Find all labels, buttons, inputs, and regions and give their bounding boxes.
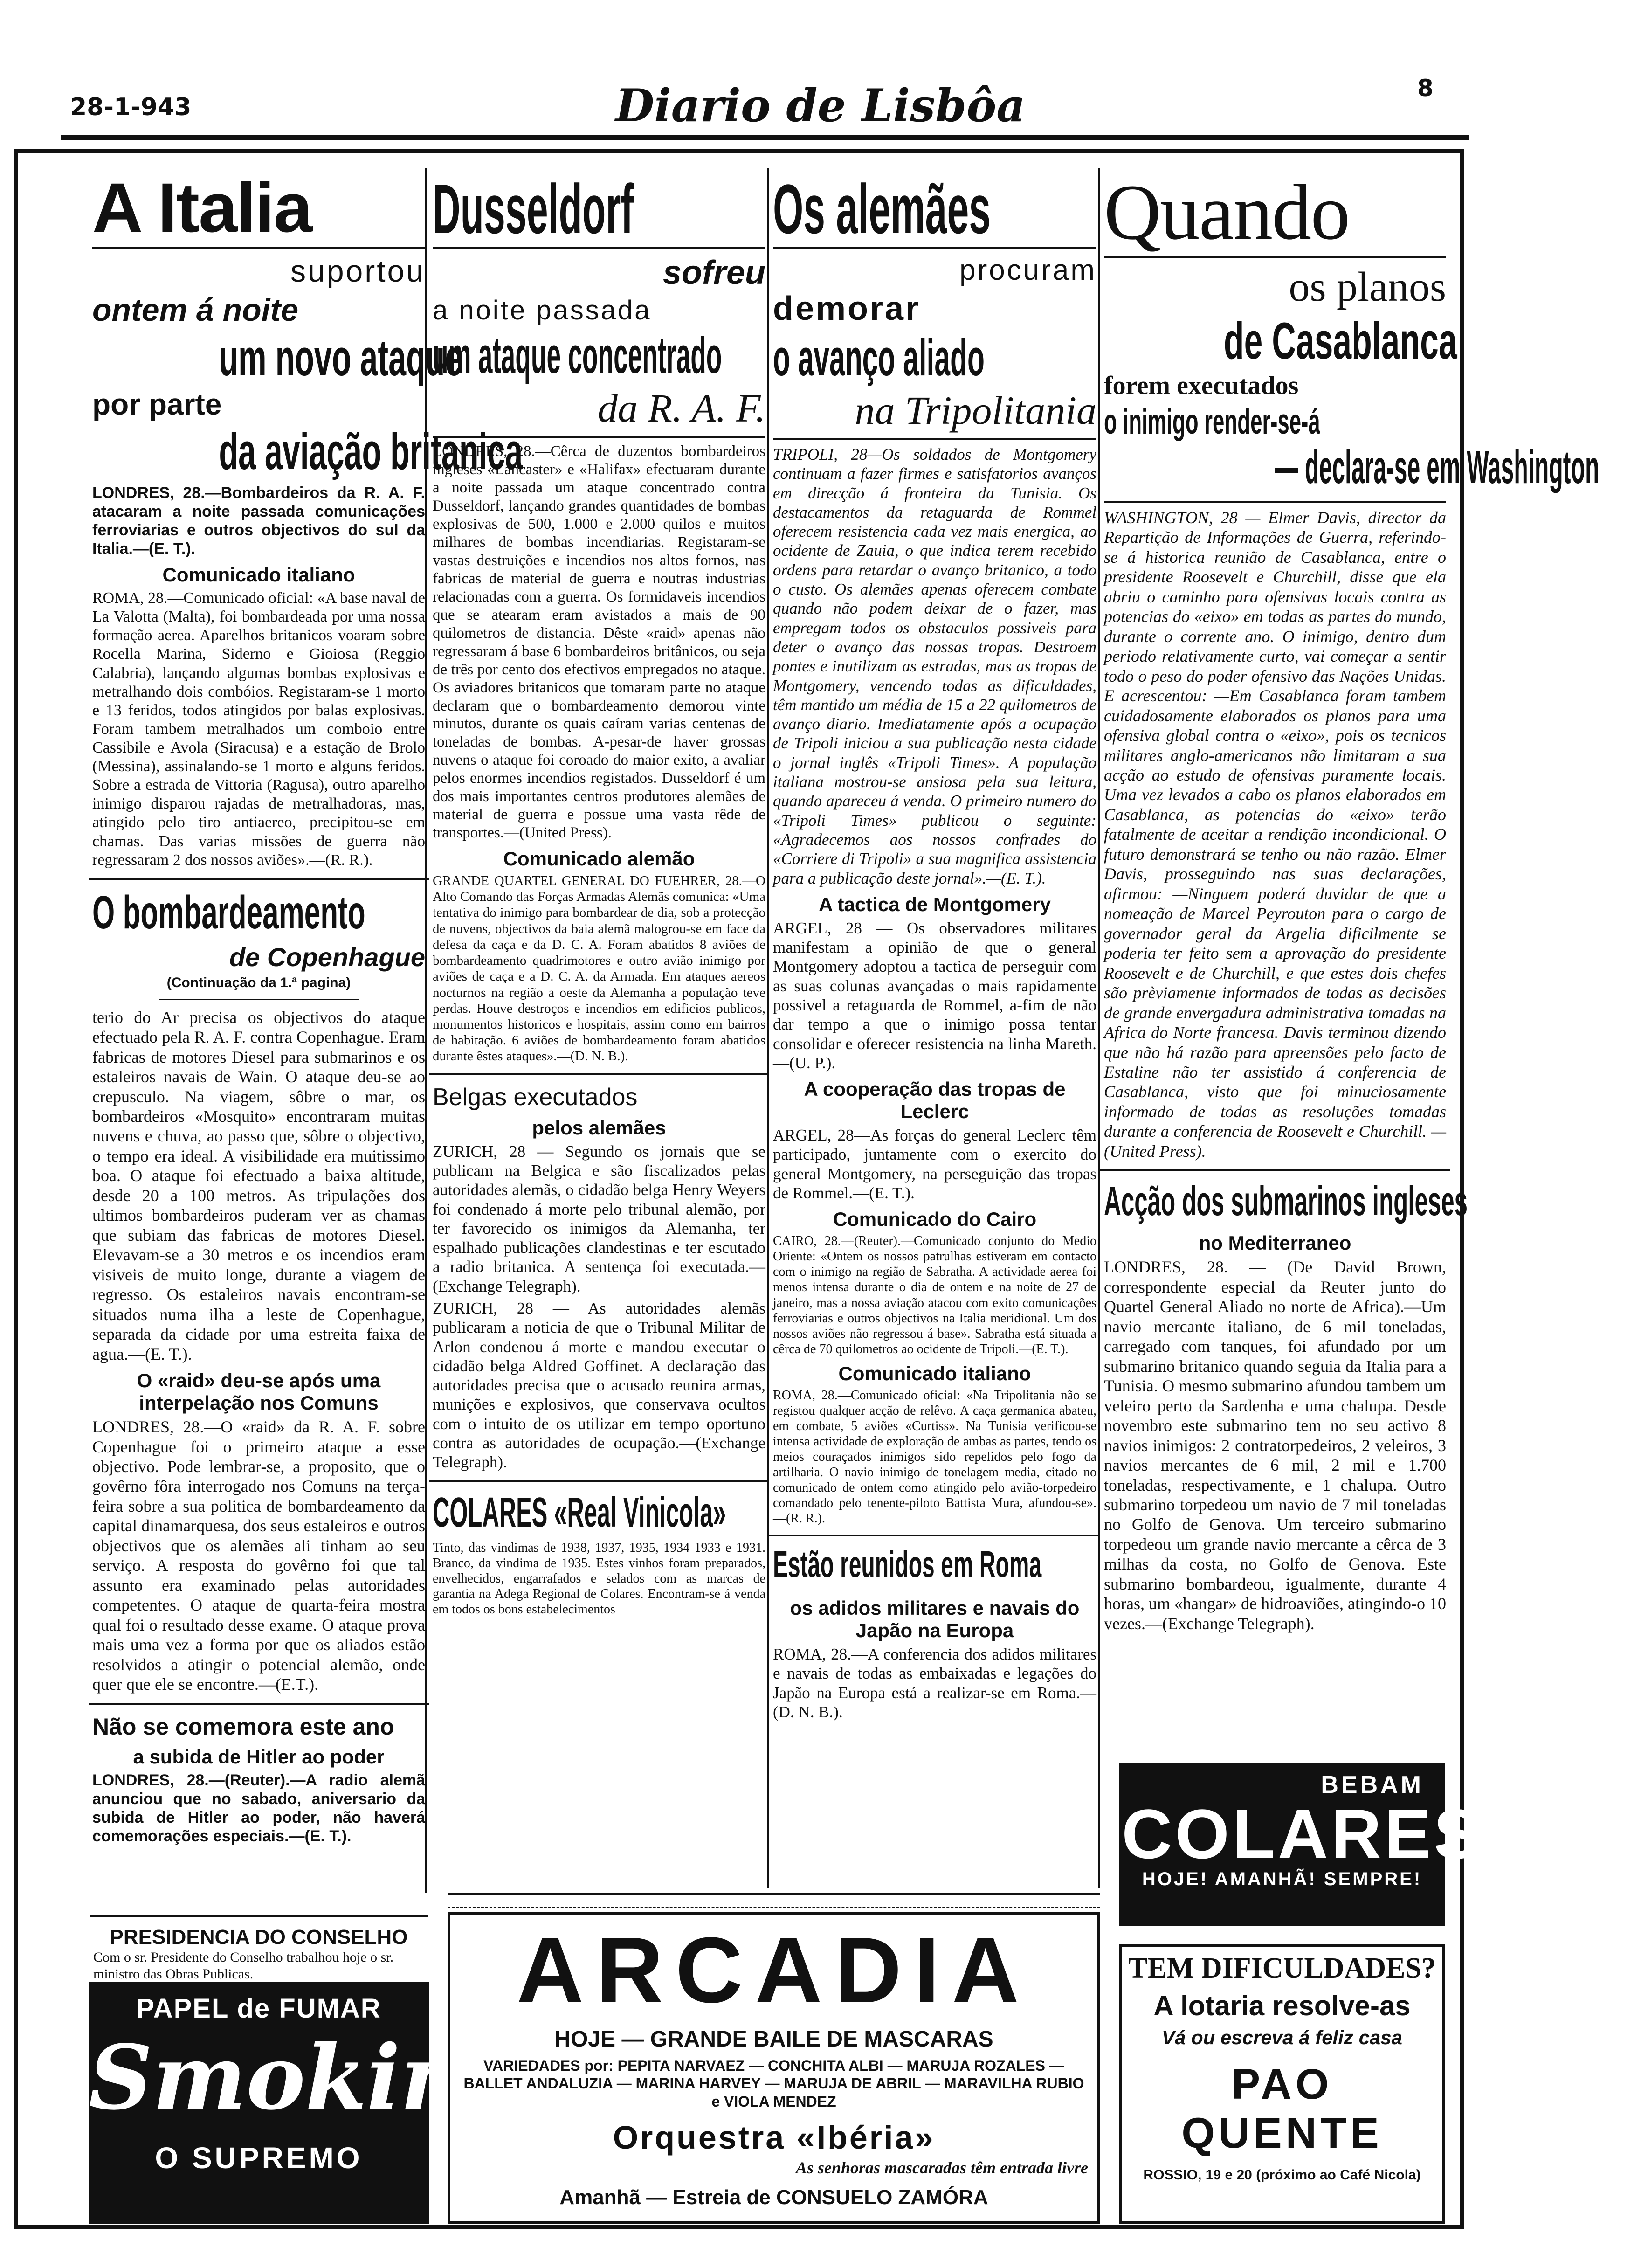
subhead-wrap bbox=[92, 888, 425, 940]
subhead: forem executados bbox=[1104, 371, 1299, 400]
subhead: sofreu bbox=[662, 254, 765, 291]
paragraph: ARGEL, 28 — Os observadores militares manifestam a opinião de que o general Montgomery adoptou a tactica de perseguir com as suas colunas avançadas o mais rapidamente possivel a retaguarda de Rommel, a-fim de não dar tempo a que o inimigo possa tentar consolidar e oferecer resistencia na linha Mareth.—(U. P.). bbox=[773, 919, 1096, 1072]
paragraph: LONDRES, 28.—O «raid» da R. A. F. sobre Copenhague foi o primeiro ataque a esse objectivo. Pode lembrar-se, a proposito, que o govêrno fôra interrogado nos Comuns na terça-feira sobre a sua politica de bombardeamento da capital dinamarquesa, dos seus estaleiros e outros objectivos que os alemães ali tinham ao seu serviço. A resposta do govêrno foi que tal assunto era examinado pelas autoridades competentes. O ataque de quarta-feira mostra qual foi o resultado desse exame. O ataque prova mais uma vez a forma por que os aliados estão resolvidos a atingir o potencial alemão, onde quer que ele se encontre.—(E.T.). bbox=[92, 1418, 425, 1694]
paragraph: ARGEL, 28—As forças do general Leclerc têm participado, juntamente com o exercito do general Montgomery, na perseguição das tropas de Rommel.—(E. T.). bbox=[773, 1126, 1096, 1203]
section-subhead: A tactica de Montgomery bbox=[819, 893, 1051, 915]
subhead: da R. A. F. bbox=[598, 386, 765, 431]
divider bbox=[159, 999, 359, 1000]
headline: Quando bbox=[1104, 168, 1350, 256]
subhead: procuram bbox=[959, 254, 1096, 286]
ad-headline: COLARES «Real Vinicola» bbox=[433, 1489, 726, 1536]
ad-line: HOJE — GRANDE BAILE DE MASCARAS bbox=[554, 2027, 993, 2052]
ad-line: As senhoras mascaradas têm entrada livre bbox=[795, 2158, 1088, 2178]
ad-line: PAPEL de FUMAR bbox=[136, 1993, 381, 2024]
ad-line: HOJE! AMANHÃ! SEMPRE! bbox=[1142, 1869, 1422, 1889]
subhead-wrap bbox=[773, 331, 1096, 385]
ad-line: ROSSIO, 19 e 20 (próximo ao Café Nicola) bbox=[1143, 2167, 1421, 2183]
section-subhead: O «raid» deu-se após uma interpelação nos Comuns bbox=[137, 1369, 381, 1414]
article-alemaes bbox=[769, 170, 1100, 1805]
ad-line: Amanhã — Estreia de CONSUELO ZAMÓRA bbox=[559, 2186, 988, 2209]
headline: Os alemães bbox=[773, 170, 991, 248]
paragraph: Tinto, das vindimas de 1938, 1937, 1935, 1934 1933 e 1931. Branco, da vindima de 1935. Estes vinhos foram preparados, envelhecidos, engarrafados e selados com as marcas de garantia na Adega Regional de Colares. Encontram-se á venda em todos os bons estabelecimentos bbox=[433, 1540, 765, 1617]
article-dusseldorf bbox=[429, 170, 769, 1805]
subhead-wrap bbox=[1104, 403, 1446, 443]
ad-line: VARIEDADES por: PEPITA NARVAEZ — CONCHITA ALBI — MARUJA ROZALES — BALLET ANDALUZIA — MARINA HARVEY — MARUJA DE ABRIL — MARAVILHA RUBIO e VIOLA MENDEZ bbox=[463, 2057, 1084, 2110]
article-headline: Não se comemora este ano bbox=[92, 1713, 394, 1740]
subhead: um novo ataque bbox=[219, 329, 463, 387]
ad-colares bbox=[1119, 1763, 1483, 1926]
subhead: o avanço aliado bbox=[773, 329, 985, 387]
headline-wrap bbox=[433, 1491, 765, 1537]
headline-wrap bbox=[1104, 1178, 1468, 1226]
subhead: a noite passada bbox=[433, 295, 652, 325]
divider bbox=[1104, 501, 1446, 503]
subhead: os planos bbox=[1289, 264, 1446, 310]
divider bbox=[429, 1480, 769, 1482]
section-subhead: Comunicado italiano bbox=[162, 564, 355, 586]
headline-wrap bbox=[433, 170, 765, 248]
masthead-title: Diario de Lisbôa bbox=[615, 79, 1026, 132]
article-headline: O bombardeamento bbox=[92, 886, 365, 939]
ad-line: O SUPREMO bbox=[155, 2141, 363, 2175]
paragraph: GRANDE QUARTEL GENERAL DO FUEHRER, 28.—O Alto Comando das Forças Armadas Alemãs comunica: «Uma tentativa do inimigo para bombardear de dia, sob a protecção de nuvens, objectivos da baia alemã malogrou-se em face da defesa da caça e da D. C. A. Foram abatidos 8 aviões de bombardeamento quadrimotores e outro avião inimigo por aviões de caça e a D. C. A. da Armada. Em ataques aereos nocturnos na região a oeste da Alemanha a população teve perdas. Houve destroços e incendios em edificios publicos, monumentos historicos e hospitais, assim como em bairros de habitação. 6 aviões de bombardeamento foram abatidos durante êstes ataques».—(D. N. B.). bbox=[433, 873, 765, 1064]
ad-brand: PAO QUENTE bbox=[1181, 2061, 1383, 2157]
section-subhead: pelos alemães bbox=[532, 1116, 666, 1139]
section-subhead: no Mediterraneo bbox=[1199, 1232, 1351, 1254]
paragraph: ROMA, 28.—Comunicado oficial: «Na Tripolitania não se registou qualquer acção de relêvo. A caça germanica abateu, em combate, 5 aviões «Curtiss». Na Tunisia verificou-se intensa actividade de exploração de ambas as partes, tendo os meios couraçados inimigos sido repelidos pelo fogo da artilharia. O navio inimigo de tonelagem media, citado no comunicado de ontem como atingido pelo avião-torpedeiro comandado pelo tenente-piloto Battista Mura, afundou-se».—(R. R.). bbox=[773, 1388, 1096, 1526]
subhead: na Tripolitania bbox=[855, 388, 1096, 433]
divider bbox=[773, 438, 1096, 440]
divider bbox=[433, 436, 765, 438]
article-casablanca bbox=[1100, 168, 1600, 1758]
section-subhead: Comunicado alemão bbox=[503, 848, 695, 870]
ad-arcadia bbox=[448, 1912, 1100, 2224]
divider bbox=[90, 1915, 428, 1917]
subhead: de Casablanca bbox=[1223, 312, 1457, 370]
ad-pao-quente bbox=[1119, 1944, 1445, 2224]
lead-paragraph: LONDRES, 28.—Bombardeiros da R. A. F. atacaram a noite passada comunicações ferroviarias e outros objectivos do sul da Italia.—(E. T.). bbox=[92, 484, 425, 558]
subhead: suportou bbox=[290, 254, 425, 288]
headline: A Italia bbox=[92, 168, 312, 247]
subhead-wrap bbox=[92, 422, 523, 481]
issue-date: 28-1-943 bbox=[70, 93, 192, 121]
subhead-wrap bbox=[433, 327, 765, 385]
ad-line: BEBAM bbox=[1321, 1771, 1424, 1798]
headline: Dusseldorf bbox=[433, 170, 634, 248]
section-subhead: Comunicado italiano bbox=[838, 1362, 1031, 1384]
divider bbox=[92, 247, 425, 249]
ad-line: Vá ou escreva á feliz casa bbox=[1162, 2026, 1402, 2048]
page-number: 8 bbox=[1417, 75, 1434, 102]
lead-paragraph: WASHINGTON, 28 — Elmer Davis, director da Repartição de Informações de Guerra, referindo-se á historica reunião de Casablanca, entre o presidente Roosevelt e Churchill, disse que ela abriu o caminho para ofensivas locais contra as potencias do «eixo» em todas as partes do mundo, durante o corrente ano. O inimigo, dentro dum periodo relativamente curto, vai começar a sentir todo o peso do poder ofensivo das Nações Unidas. E acrescentou: —Em Casablanca foram tambem cuidadosamente elaborados os planos para uma ofensiva global contra o «eixo», pois os tecnicos militares anglo-americanos não limitaram a sua acção ao estudo de ofensivas puramente locais. Uma vez levados a cabo os planos elaborados em Casablanca, as potencias do «eixo» terão fatalmente de aceitar a rendição incondicional. O futuro demonstrará se tenho ou não razão. Elmer Davis, prosseguindo nas suas declarações, afirmou: —Ninguem poderá duvidar de que a nomeação de Marcel Peyrouton para o cargo de governador geral da Argelia dificilmente se poderia ter feito sem a aprovação do presidente Roosevelt e de Churchill, e que estes dois chefes são prèviamente informados de todas as decisões de grande envergadura administrativa tomadas na Africa do Norte francesa. Davis terminou dizendo que não há razão para apreensões pelo facto de Estaline não ter assistido á conferencia de Casablanca, visto que foi minuciosamente informado de todas as resoluções tomadas durante a conferencia de Roosevelt e Churchill. — (United Press). bbox=[1104, 508, 1446, 1161]
subhead: ontem á noite bbox=[92, 292, 299, 328]
ad-brand: Smoking bbox=[89, 2026, 527, 2130]
header-rule bbox=[61, 135, 1469, 140]
notice-text: Com o sr. Presidente do Conselho trabalhou hoje o sr. ministro das Obras Publicas. bbox=[93, 1950, 394, 1982]
subhead-wrap bbox=[92, 329, 463, 387]
article-headline: de Copenhague bbox=[229, 942, 425, 972]
article-headline: Belgas executados bbox=[433, 1083, 638, 1111]
paragraph: ROMA, 28.—A conferencia dos adidos militares e navais de todas as embaixadas e legações do Japão na Europa está a realizar-se em Roma.—(D. N. B.). bbox=[773, 1645, 1096, 1721]
paragraph: ZURICH, 28 — Segundo os jornais que se publicam na Belgica e são fiscalizados pelas autoridades alemãs, o cidadão belga Henry Weyers foi condenado á morte pelo tribunal alemão, por ter favorecido os inimigos da Alemanha, ter espalhado publicações clandestinas e ter escutado a radio britanica. A sentença foi executada.—(Exchange Telegraph). bbox=[433, 1142, 765, 1295]
paragraph: ZURICH, 28 — As autoridades alemãs publicaram a noticia de que o Tribunal Militar de Arlon condenou á morte e mandou executar o cidadão belga Aldred Goffinet. A declaração das autoridades precisa que o acusado reunira armas, munições e explosivos, que conservava ocultos com o intuito de os utilizar em tempo oportuno contra as autoridades de ocupação.—(Exchange Telegraph). bbox=[433, 1299, 765, 1472]
divider bbox=[1100, 1169, 1450, 1171]
subhead-wrap bbox=[1104, 441, 1600, 497]
presidencia-notice bbox=[89, 1907, 429, 1982]
ad-brand: ARCADIA bbox=[516, 1918, 1032, 2022]
ad-line: Orquestra «Ibéria» bbox=[613, 2119, 935, 2156]
ornamental-rule bbox=[448, 1893, 1100, 1908]
subhead: por parte bbox=[92, 387, 222, 422]
divider bbox=[89, 878, 429, 880]
article-headline: Acção dos submarinos ingleses bbox=[1104, 1178, 1468, 1224]
subhead: — declara-se em Washington bbox=[1275, 441, 1600, 493]
subhead: um ataque concentrado bbox=[433, 327, 722, 385]
paragraph: ROMA, 28.—Comunicado oficial: «A base naval de La Valotta (Malta), foi bombardeada por uma nossa formação aerea. Aparelhos britanicos voaram sobre Rocella Marina, Siderno e Gioiosa (Reggio Calabria), lançando algumas bombas explosivas e metralhando dois combóios. Registaram-se 1 morto e 13 feridos, todos atingidos por balas explosivas. Foram tambem metralhados um comboio entre Cassibile e Avola (Siracusa) e a estação de Brolo (Messina), assinalando-se 1 morto e alguns feridos. Sobre a estrada de Vittoria (Ragusa), outro aparelho inimigo disparou rajadas de metralhadoras, mas, atingido pelo tiro antiaereo, precipitou-se em chamas. Das varias missões de guerra não regressaram 2 dos nossos aviões».—(R. R.). bbox=[92, 589, 425, 869]
paragraph: LONDRES, 28.—(Reuter).—A radio alemã anunciou que no sabado, aniversario da subida de Hitler ao poder, não haverá comemorações especiais.—(E. T.). bbox=[92, 1771, 425, 1845]
notice-heading: PRESIDENCIA DO CONSELHO bbox=[110, 1926, 408, 1949]
divider bbox=[769, 1535, 1100, 1536]
subhead: da aviação britanica bbox=[219, 422, 523, 480]
ad-brand: COLARES bbox=[1122, 1795, 1483, 1873]
ad-line: A lotaria resolve-as bbox=[1153, 1990, 1411, 2021]
divider bbox=[1104, 256, 1446, 258]
headline-wrap bbox=[773, 1545, 1096, 1591]
lead-paragraph: TRIPOLI, 28—Os soldados de Montgomery continuam a fazer firmes e satisfatorios avanços em direcção á fronteira da Tunisia. Os destacamentos da retaguarda de Rommel oferecem resistencia cada vez mais energica, ao ocidente de Zauia, o que indica terem recebido ordens para retardar o avanço britanico, a todo o custo. Os alemães apenas oferecem combate quando não podem deixar de o fazer, mas empregam todos os obstaculos possiveis para deter o avanço das nossas tropas. Destroem pontes e inutilizam as estradas, mas as tropas de Montgomery, vencendo todas as dificuldades, têm mantido um média de 15 a 22 quilometros de avanço diario. Imediatamente após a ocupação de Tripoli iniciou a sua publicação nesta cidade o jornal inglês «Tripoli Times». A população italiana mostrou-se ansiosa pela sua leitura, quando apareceu á venda. O primeiro numero do «Tripoli Times» publicou o seguinte: «Agradecemos aos nossos confrades do «Corriere di Tripoli» a sua magnifica assistencia para a publicação deste jornal».—(E. T.). bbox=[773, 445, 1096, 887]
section-subhead: A cooperação das tropas de Leclerc bbox=[804, 1078, 1066, 1123]
section-subhead: a subida de Hitler ao poder bbox=[133, 1745, 385, 1768]
paragraph: terio do Ar precisa os objectivos do ataque efectuado pela R. A. F. contra Copenhague. Eram fabricas de motores Diesel para submarinos e os estaleiros navais de Wain. O ataque deu-se ao crepusculo. Na viagem, sôbre o mar, os bombardeiros «Mosquito» encontraram muitas nuvens e chuva, ao passo que, sôbre o objectivo, o tempo era ideal. A visibilidade era muitissimo boa. O ataque foi efectuado a baixa altitude, desde 20 a 100 metros. As tripulações dos ultimos bombardeiros puderam ver as chamas que subiam das fabricas de motores Diesel. Elevavam-se a 30 metros e os incendios eram visiveis de muito longe, durante a viagem de regresso. Os estaleiros navais encontram-se situados numa ilha a leste de Copenhague, separada da cidade por uma estreita faixa de agua.—(E. T.). bbox=[92, 1008, 425, 1363]
article-headline: Estão reunidos em Roma bbox=[773, 1543, 1042, 1585]
headline-wrap bbox=[773, 170, 1096, 248]
subhead: o inimigo render-se-á bbox=[1104, 401, 1320, 442]
lead-paragraph: LONDRES, 28.—Cêrca de duzentos bombardeiros ingleses «Lancaster» e «Halifax» efectuaram durante a noite passada um ataque concentrado contra Dusseldorf, lançando grandes quantidades de bombas explosivas de 500, 1.000 e 2.000 quilos e muitos milhares de bombas incendiarias. Registaram-se vastas destruições e incendios nos altos fornos, nas fabricas de material de guerra e noutras industrias relacionadas com a guerra. Os formidaveis incendios que se atearam eram avistados a mais de 90 quilometros de distancia. Dêste «raid» apenas não regressaram á base 6 bombardeiros britânicos, ou seja de três por cento dos efectivos empregados no ataque. Os aviadores britanicos que tomaram parte no ataque declaram que o bombardeamento demorou vinte minutos, durante os quais caíram varias centenas de toneladas de bombas. A-pesar-de haver grossas nuvens o ataque foi coroado do maior exito, a avaliar pelos enormes incendios registados. Dusseldorf é um dos mais importantes centros produtores alemães de material de guerra e possue uma vasta rêde de transportes.—(United Press). bbox=[433, 443, 765, 842]
section-subhead: Comunicado do Cairo bbox=[833, 1208, 1037, 1231]
subhead: demorar bbox=[773, 290, 921, 328]
section-subhead: os adidos militares e navais do Japão na Europa bbox=[790, 1597, 1080, 1641]
paragraph: LONDRES, 28. — (De David Brown, correspondente especial da Reuter junto do Quartel General Aliado no norte de Africa).—Um navio mercante italiano, de 6 mil toneladas, carregado com tanques, foi afundado por um submarino britanico quando seguia da Italia para a Tunisia. O mesmo submarino afundou tambem um veleiro perto da Sardenha e uma chalupa. Desde novembro este submarino tem no seu activo 8 navios inimigos: 2 contratorpedeiros, 2 veleiros, 3 navios mercantes de 6 mil, 2 mil e 1.700 toneladas, respectivamente, e 1 chalupa. Outro submarino torpedeou um navio de 7 mil toneladas no Golfo de Genova. Um terceiro submarino torpedeou um grande navio mercante a cêrca de 3 milhas da costa, no Golfo de Genova. Este submarino bombardeou, igualmente, durante 4 horas, um «hangar» de hidroaviões, atingindo-o 10 vezes.—(Exchange Telegraph). bbox=[1104, 1258, 1446, 1633]
continuation-note: (Continuação da 1.ª pagina) bbox=[166, 975, 351, 991]
paragraph: CAIRO, 28.—(Reuter).—Comunicado conjunto do Medio Oriente: «Ontem os nossos patrulhas estiveram em contacto com o inimigo na região de Sabratha. A actividade aerea foi menos intensa durante o dia de ontem e na noite de 27 de janeiro, mas a nossa aviação atacou com exito comunicações ferroviarias e outros objectivos na Italia meridional. Um dos nossos aviões não regressou á base». Sabratha está situada a cêrca de 70 quilometros ao ocidente de Tripoli.—(E. T.). bbox=[773, 1234, 1096, 1356]
divider bbox=[89, 1703, 429, 1705]
subhead-wrap bbox=[1104, 312, 1457, 370]
ad-line: TEM DIFICULDADES? bbox=[1128, 1952, 1436, 1984]
ad-smoking bbox=[89, 1982, 527, 2224]
divider bbox=[429, 1073, 769, 1075]
